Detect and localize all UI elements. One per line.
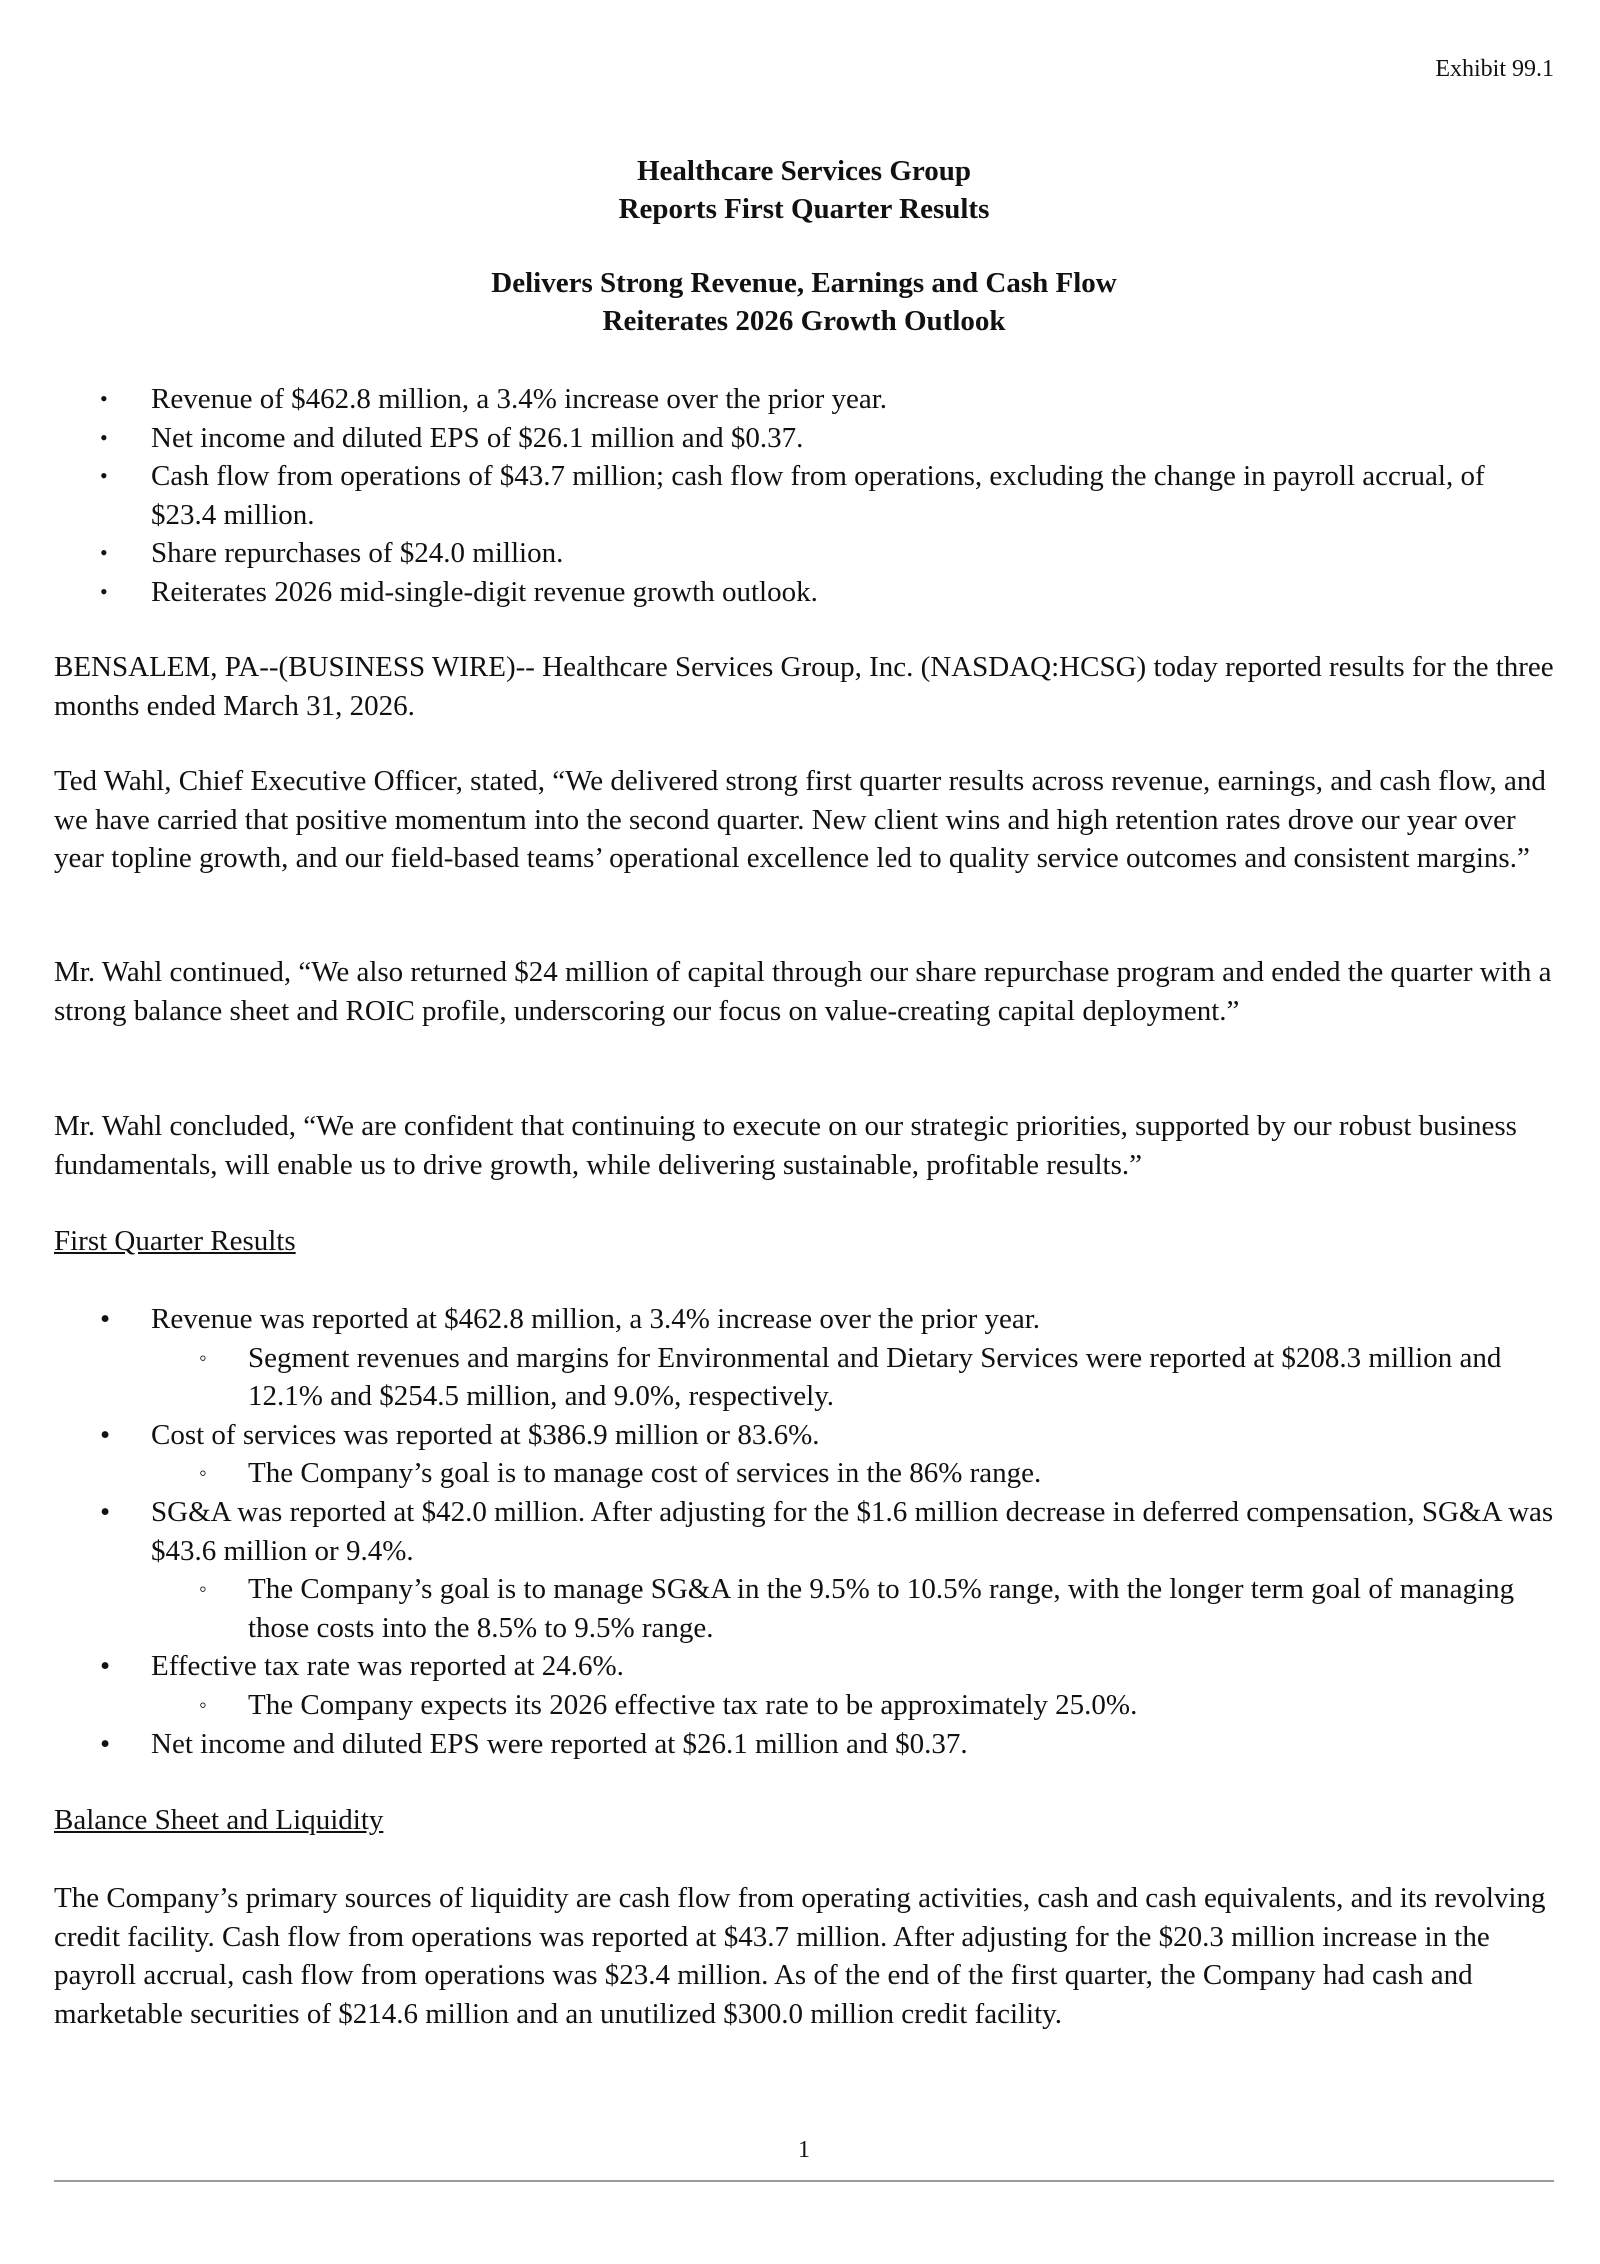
sub-bullet-icon: ◦ xyxy=(199,1691,207,1717)
bullet-icon: • xyxy=(100,463,108,489)
balance-sheet-heading: Balance Sheet and Liquidity xyxy=(54,1804,384,1836)
sub-bullet-icon: ◦ xyxy=(199,1460,207,1486)
result-text: Revenue was reported at $462.8 million, a 3.4% increase over the prior year. xyxy=(151,1303,1041,1335)
result-subtext: The Company’s goal is to manage SG&A in the 9.5% to 10.5% range, with the longer term goal of managing those costs into the 8.5% to 9.5% range. xyxy=(248,1573,1515,1644)
highlight-text: Cash flow from operations of $43.7 million; cash flow from operations, excluding the change in payroll accrual, of $23.4 million. xyxy=(151,460,1485,531)
result-subitem xyxy=(151,1686,1554,1725)
bullet-icon: • xyxy=(100,1303,111,1335)
result-sublist xyxy=(151,1570,1554,1647)
result-item xyxy=(54,1725,1554,1764)
title-line-1: Healthcare Services Group xyxy=(637,155,971,187)
result-item xyxy=(54,1416,1554,1493)
result-text: Net income and diluted EPS were reported at $26.1 million and $0.37. xyxy=(151,1727,968,1760)
concluded-quote-paragraph: Mr. Wahl concluded, “We are confident that continuing to execute on our strategic priorities, supported by our robust business fundamentals, will enable us to drive growth, while delivering sustainable, profitable results.” xyxy=(54,1110,1517,1181)
result-sublist xyxy=(151,1339,1554,1416)
balance-sheet-paragraph: The Company’s primary sources of liquidity are cash flow from operating activities, cash and cash equivalents, and its revolving credit facility. Cash flow from operations was reported at $43.7 million. After adjusting for the $20.3 million increase in the payroll accrual, cash flow from operations was $23.4 million. As of the end of the first quarter, the Company had cash and marketable securities of $214.6 million and an unutilized $300.0 million credit facility. xyxy=(54,1882,1546,2030)
bullet-icon: • xyxy=(100,386,108,411)
bullet-icon: • xyxy=(100,1650,111,1683)
result-item xyxy=(54,1647,1554,1724)
result-subitem xyxy=(151,1454,1554,1493)
sub-bullet-icon: ◦ xyxy=(199,1344,207,1370)
bullet-icon: • xyxy=(100,1418,111,1451)
result-subtext: Segment revenues and margins for Environmental and Dietary Services were reported at $208.3 million and 12.1% and $254.5 million, and 9.0%, respectively. xyxy=(248,1341,1502,1413)
result-subtext: The Company’s goal is to manage cost of services in the 86% range. xyxy=(248,1457,1042,1490)
result-sublist xyxy=(151,1686,1554,1725)
highlights-list xyxy=(54,380,1554,612)
result-text: Effective tax rate was reported at 24.6%. xyxy=(151,1650,624,1683)
highlight-item xyxy=(54,534,1554,573)
title-line-2: Reports First Quarter Results xyxy=(618,193,990,225)
result-subitem xyxy=(151,1570,1554,1647)
highlight-item xyxy=(54,457,1554,534)
intro-paragraph: BENSALEM, PA--(BUSINESS WIRE)-- Healthcare Services Group, Inc. (NASDAQ:HCSG) today reported results for the three months ended March 31, 2026. xyxy=(54,651,1554,722)
result-item xyxy=(54,1493,1554,1647)
exhibit-label: Exhibit 99.1 xyxy=(1435,56,1554,82)
footer-divider xyxy=(54,2180,1554,2182)
first-quarter-heading: First Quarter Results xyxy=(54,1225,296,1257)
press-release-subtitle xyxy=(54,264,1554,340)
result-subitem xyxy=(151,1339,1554,1416)
subtitle-line-2: Reiterates 2026 Growth Outlook xyxy=(602,305,1006,337)
press-release-title xyxy=(54,152,1554,228)
result-subtext: The Company expects its 2026 effective tax rate to be approximately 25.0%. xyxy=(248,1688,1138,1721)
page-number: 1 xyxy=(798,2137,810,2163)
highlight-text: Share repurchases of $24.0 million. xyxy=(151,537,564,570)
highlight-text: Reiterates 2026 mid-single-digit revenue growth outlook. xyxy=(151,575,818,608)
result-sublist xyxy=(151,1454,1554,1493)
bullet-icon: • xyxy=(100,578,108,604)
bullet-icon: • xyxy=(100,1495,111,1528)
highlight-item xyxy=(54,380,1554,419)
result-text: SG&A was reported at $42.0 million. After adjusting for the $1.6 million decrease in deferred compensation, SG&A was $43.6 million or 9.4%. xyxy=(151,1495,1554,1567)
result-text: Cost of services was reported at $386.9 million or 83.6%. xyxy=(151,1418,820,1451)
subtitle-line-1: Delivers Strong Revenue, Earnings and Cash Flow xyxy=(491,267,1117,299)
document-page xyxy=(54,0,1554,2264)
highlight-item xyxy=(54,419,1554,458)
ceo-quote-paragraph: Ted Wahl, Chief Executive Officer, stated, “We delivered strong first quarter results across revenue, earnings, and cash flow, and we have carried that positive momentum into the second quarter. New client wins and high retention rates drove our year over year topline growth, and our field-based teams’ operational excellence led to quality service outcomes and consistent margins.” xyxy=(54,765,1546,875)
highlight-text: Net income and diluted EPS of $26.1 million and $0.37. xyxy=(151,421,804,454)
bullet-icon: • xyxy=(100,424,108,450)
highlight-item xyxy=(54,573,1554,612)
first-quarter-list xyxy=(54,1300,1554,1763)
bullet-icon: • xyxy=(100,1727,111,1760)
result-item xyxy=(54,1300,1554,1416)
continued-quote-paragraph: Mr. Wahl continued, “We also returned $24 million of capital through our share repurchase program and ended the quarter with a strong balance sheet and ROIC profile, underscoring our focus on value-creating capital deployment.” xyxy=(54,956,1552,1027)
sub-bullet-icon: ◦ xyxy=(199,1576,207,1602)
highlight-text: Revenue of $462.8 million, a 3.4% increase over the prior year. xyxy=(151,383,888,415)
bullet-icon: • xyxy=(100,540,108,566)
